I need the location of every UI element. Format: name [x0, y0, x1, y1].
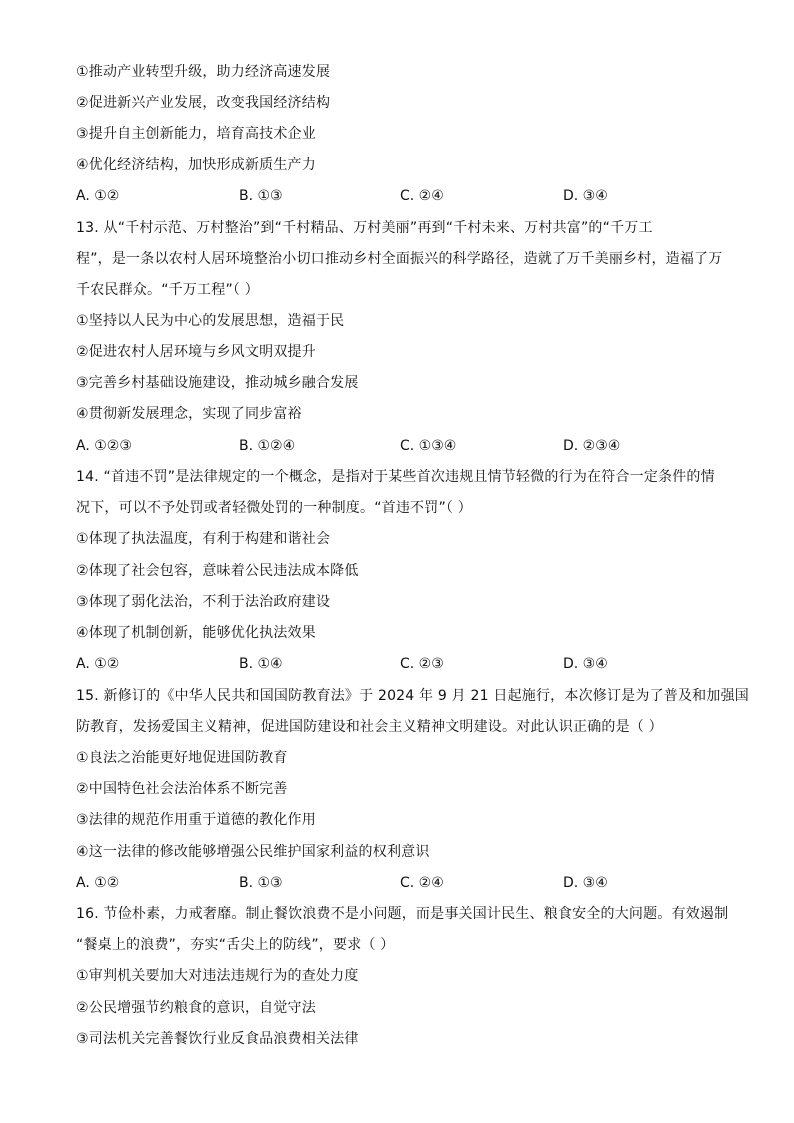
q13-stem-line-1: 13. 从“千村示范、万村整治”到“千村精品、万村美丽”再到“千村未来、万村共富”的“千万工: [76, 220, 653, 236]
q12-item-3: ③提升自主创新能力，培育高技术企业: [76, 126, 316, 142]
q12-item-1: ①推动产业转型升级，助力经济高速发展: [76, 64, 331, 80]
q14-options: [76, 654, 716, 674]
q13-option-c: C. ①③④: [400, 438, 457, 454]
q15-option-d: D. ③④: [563, 875, 608, 891]
q15-item-3: ③法律的规范作用重于道德的教化作用: [76, 812, 316, 828]
q12-option-c: C. ②④: [400, 188, 444, 204]
q14-option-b: B. ①④: [239, 656, 283, 672]
q13-stem-line-3: 千农民群众。“千万工程”（ ）: [76, 282, 259, 298]
q13-item-3: ③完善乡村基础设施建设，推动城乡融合发展: [76, 375, 359, 391]
q16-stem-line-1: 16. 节俭朴素，力戒奢靡。制止餐饮浪费不是小问题，而是事关国计民生、粮食安全的大问题。有效遏制: [76, 906, 729, 922]
q15-option-c: C. ②④: [400, 875, 444, 891]
q16-item-1: ①审判机关要加大对违法违规行为的查处力度: [76, 968, 359, 984]
q13-item-1: ①坚持以人民为中心的发展思想，造福于民: [76, 313, 345, 329]
q16-item-3: ③司法机关完善餐饮行业反食品浪费相关法律: [76, 1031, 359, 1047]
q13-item-4: ④贯彻新发展理念，实现了同步富裕: [76, 406, 302, 422]
q12-option-b: B. ①③: [239, 188, 283, 204]
q13-item-2: ②促进农村人居环境与乡风文明双提升: [76, 344, 316, 360]
q14-stem-line-2: 况下，可以不予处罚或者轻微处罚的一种制度。“首违不罚”（ ）: [76, 500, 472, 516]
q12-item-4: ④优化经济结构，加快形成新质生产力: [76, 157, 316, 173]
q16-item-2: ②公民增强节约粮食的意识，自觉守法: [76, 1000, 316, 1016]
q14-option-d: D. ③④: [563, 656, 608, 672]
q15-item-1: ①良法之治能更好地促进国防教育: [76, 750, 288, 766]
q14-item-3: ③体现了弱化法治，不利于法治政府建设: [76, 594, 331, 610]
q15-stem-line-2: 防教育，发扬爱国主义精神，促进国防建设和社会主义精神文明建设。对此认识正确的是（ ）: [76, 719, 663, 735]
q13-option-d: D. ②③④: [563, 438, 621, 454]
q15-stem-line-1: 15. 新修订的《中华人民共和国国防教育法》于 2024 年 9 月 21 日起施行，本次修订是为了普及和加强国: [76, 688, 749, 704]
q13-option-b: B. ①②④: [239, 438, 296, 454]
q14-stem-line-1: 14. “首违不罚”是法律规定的一个概念，是指对于某些首次违规且情节轻微的行为在符合一定条件的情: [76, 469, 715, 485]
q12-options: [76, 186, 716, 206]
q16-stem-line-2: “餐桌上的浪费”，夯实“舌尖上的防线”，要求（ ）: [76, 937, 395, 953]
q14-item-1: ①体现了执法温度，有利于构建和谐社会: [76, 531, 331, 547]
q12-item-2: ②促进新兴产业发展，改变我国经济结构: [76, 95, 331, 111]
q13-options: [76, 436, 716, 456]
q13-stem-line-2: 程”，是一条以农村人居环境整治小切口推动乡村全面振兴的科学路径，造就了万千美丽乡村，造福了万: [76, 251, 723, 267]
q14-item-4: ④体现了机制创新，能够优化执法效果: [76, 625, 316, 641]
q15-options: [76, 873, 716, 893]
q14-option-c: C. ②③: [400, 656, 444, 672]
q15-option-a: A. ①②: [76, 875, 120, 891]
q15-item-2: ②中国特色社会法治体系不断完善: [76, 781, 288, 797]
q15-option-b: B. ①③: [239, 875, 283, 891]
q13-option-a: A. ①②③: [76, 438, 132, 454]
q12-option-d: D. ③④: [563, 188, 608, 204]
q15-item-4: ④这一法律的修改能够增强公民维护国家利益的权利意识: [76, 844, 430, 860]
q12-option-a: A. ①②: [76, 188, 120, 204]
q14-item-2: ②体现了社会包容，意味着公民违法成本降低: [76, 563, 359, 579]
q14-option-a: A. ①②: [76, 656, 120, 672]
